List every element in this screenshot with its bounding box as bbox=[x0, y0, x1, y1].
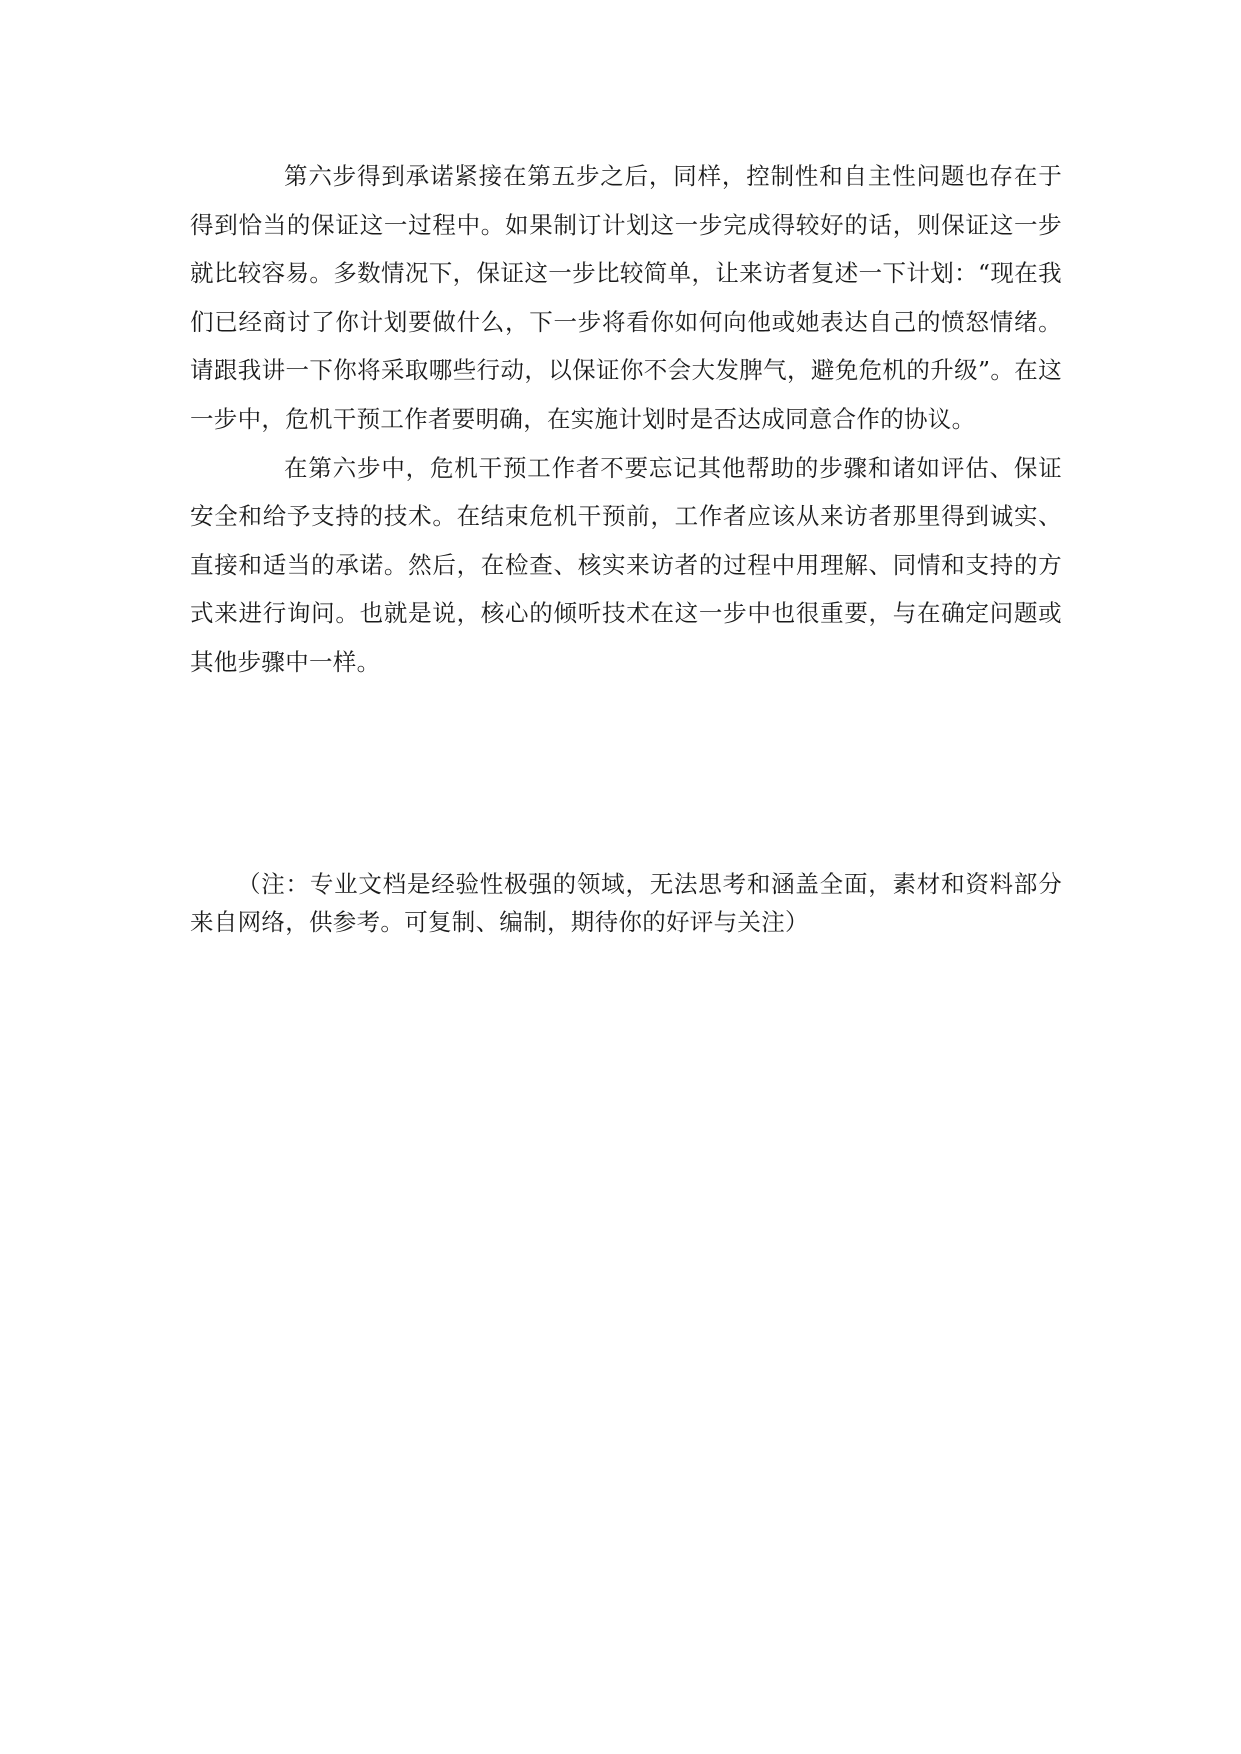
footnote-section bbox=[190, 865, 1062, 941]
document-body bbox=[190, 152, 1062, 687]
paragraph-step-six-techniques: 在第六步中，危机干预工作者不要忘记其他帮助的步骤和诸如评估、保证安全和给予支持的技术。在结束危机干预前，工作者应该从来访者那里得到诚实、直接和适当的承诺。然后，在检查、核实来访者的过程中用理解、同情和支持的方式来进行询问。也就是说，核心的倾听技术在这一步中也很重要，与在确定问题或其他步骤中一样。 bbox=[190, 453, 1062, 676]
paragraph-step-six-commitment: 第六步得到承诺紧接在第五步之后，同样，控制性和自主性问题也存在于得到恰当的保证这一过程中。如果制订计划这一步完成得较好的话，则保证这一步就比较容易。多数情况下，保证这一步比较简单，让来访者复述一下计划：“现在我们已经商讨了你计划要做什么，下一步将看你如何向他或她表达自己的愤怒情绪。请跟我讲一下你将采取哪些行动，以保证你不会大发脾气，避免危机的升级”。在这一步中，危机干预工作者要明确，在实施计划时是否达成同意合作的协议。 bbox=[190, 162, 1062, 433]
disclaimer-note: （注：专业文档是经验性极强的领域，无法思考和涵盖全面，素材和资料部分来自网络，供参考。可复制、编制，期待你的好评与关注） bbox=[190, 870, 1062, 936]
